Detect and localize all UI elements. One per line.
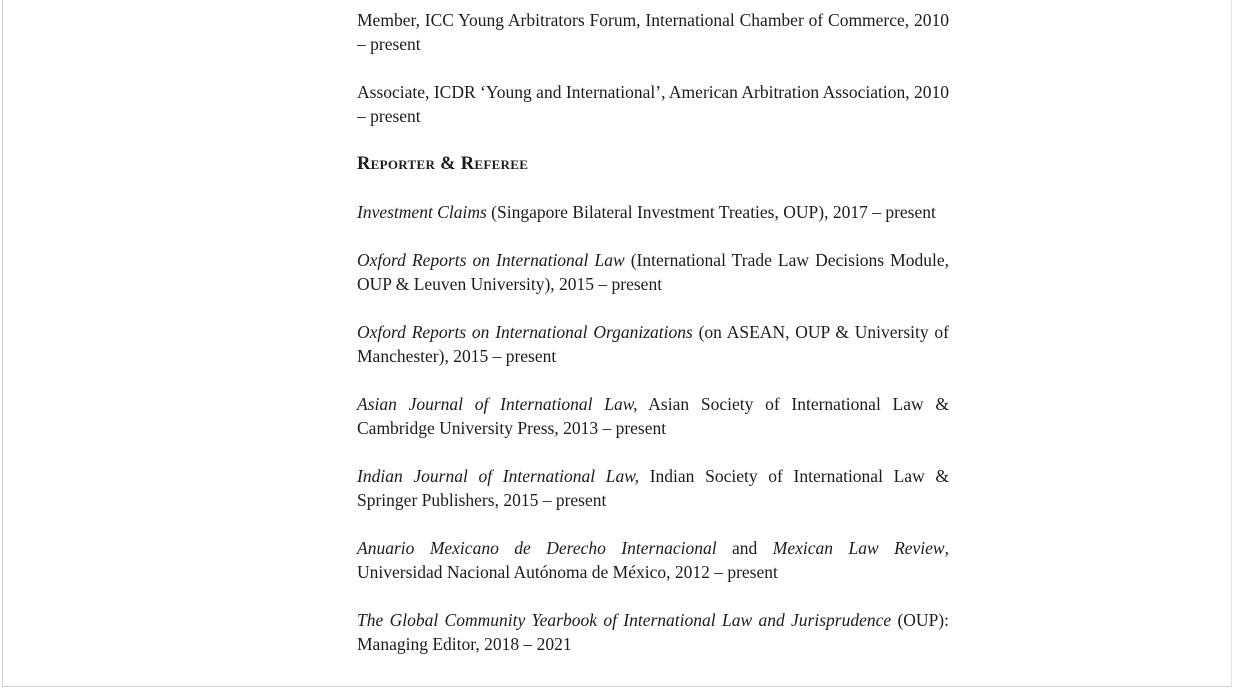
italic-title-segment: Oxford Reports on International Organizations [357, 322, 693, 342]
paragraph-container [357, 8, 949, 656]
italic-title-segment: Oxford Reports on International Law [357, 250, 625, 270]
text-segment: Asian Society of International Law & Cambridge University Press, 2013 – present [357, 394, 949, 438]
text-segment: and [716, 538, 773, 558]
membership-icc [357, 8, 949, 56]
entry-investment-claims [357, 200, 949, 224]
document-page [2, 0, 1232, 687]
membership-icdr [357, 80, 949, 128]
text-segment: Member, ICC Young Arbitrators Forum, International Chamber of Commerce, 2010 – present [357, 10, 949, 54]
text-segment: (International Trade Law Decisions Module, OUP & Leuven University), 2015 – present [357, 250, 949, 294]
italic-title-segment: Investment Claims [357, 202, 487, 222]
text-segment: Reporter & Referee [357, 154, 529, 174]
italic-title-segment: Mexican Law Review [772, 538, 945, 558]
entry-oxford-reports-international-law [357, 248, 949, 296]
text-segment: (on ASEAN, OUP & University of Manchester), 2015 – present [357, 322, 949, 366]
text-segment: Associate, ICDR ‘Young and International’, American Arbitration Association, 2010 – present [357, 82, 949, 126]
entry-asian-journal [357, 392, 949, 440]
italic-title-segment: Asian Journal of International Law, [357, 394, 638, 414]
italic-title-segment: Anuario Mexicano de Derecho Internacional [357, 538, 717, 558]
entry-oxford-reports-international-organizations [357, 320, 949, 368]
entry-anuario-mexicano [357, 536, 949, 584]
entry-global-community-yearbook [357, 608, 949, 656]
text-segment: Indian Society of International Law & Springer Publishers, 2015 – present [357, 466, 950, 510]
text-segment: (OUP): Managing Editor, 2018 – 2021 [357, 610, 949, 654]
entry-indian-journal [357, 464, 949, 512]
italic-title-segment: Indian Journal of International Law, [357, 466, 640, 486]
section-heading-reporter-referee [357, 152, 949, 176]
cv-text-column [357, 8, 949, 680]
text-segment: (Singapore Bilateral Investment Treaties, OUP), 2017 – present [486, 202, 936, 222]
italic-title-segment: The Global Community Yearbook of International Law and Jurisprudence [357, 610, 892, 630]
text-segment: , Universidad Nacional Autónoma de México, 2012 – present [357, 538, 949, 582]
